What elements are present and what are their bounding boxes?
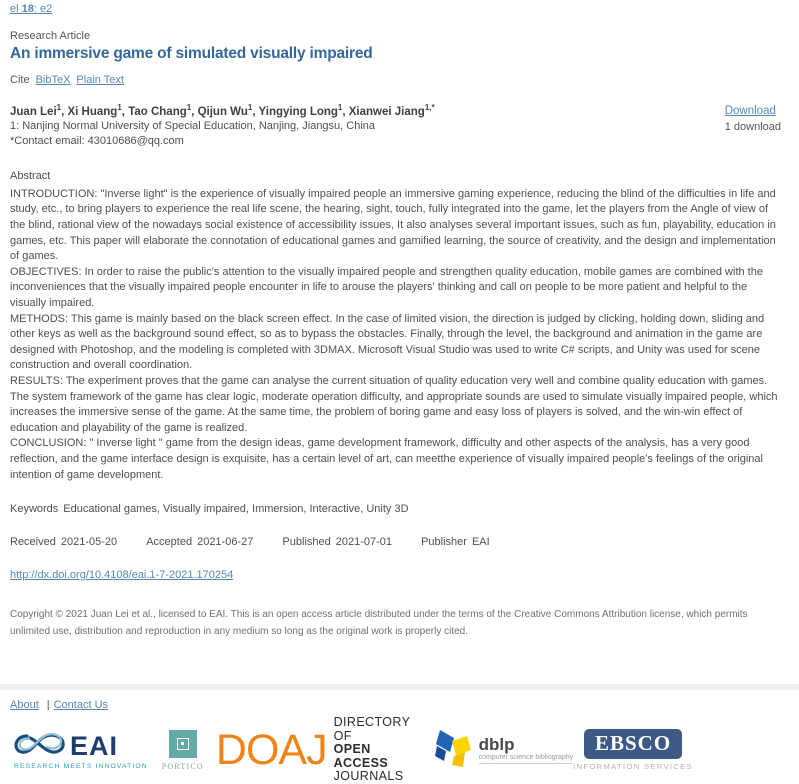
- doaj-line-3: JOURNALS: [333, 769, 404, 784]
- portico-wordmark: PORTICO: [161, 761, 204, 771]
- eai-wordmark: EAI: [70, 730, 119, 761]
- doi-row: [10, 569, 785, 581]
- publisher: [421, 536, 490, 548]
- affiliation: 1: Nanjing Normal University of Special Education, Nanjing, Jiangsu, China: [10, 119, 376, 132]
- doaj-wordmark: DOAJ: [215, 726, 327, 775]
- eai-tagline: RESEARCH MEETS INNOVATION: [14, 763, 148, 771]
- eai-logo-top: [14, 730, 148, 761]
- dates-row: [10, 536, 785, 548]
- abstract-section-introduction: INTRODUCTION: "Inverse light" is the experience of visually impaired people an immersive gaming experience, reducing the blind of the difficulties in life and study, etc., to bring players to experience the real life scene, the hearing, sight, touch, fully integrated into the game, let the players from the Angle of view of the blind, rational view of the nowadays social existence of accessibility issues, It also analyses several important issues, such as fun, playability, education in games, etc. This paper will elaborate the connotation of educational games and gamified learning, the source of creativity, and the design and implementation of games.: [10, 187, 776, 263]
- doaj-logo[interactable]: [216, 716, 415, 784]
- accepted-value: 2021-06-27: [197, 536, 254, 549]
- dblp-icon: [435, 729, 473, 772]
- abstract-heading: Abstract: [10, 169, 51, 182]
- portico-icon: [169, 730, 197, 758]
- keywords-row: [10, 503, 785, 515]
- footer-links-separator: |: [46, 699, 50, 712]
- download-box: [725, 105, 781, 133]
- abstract-block: [10, 170, 785, 483]
- doaj-line-2: OPEN ACCESS: [333, 742, 389, 770]
- cite-row: [10, 74, 785, 86]
- received-value: 2021-05-20: [60, 536, 118, 549]
- eai-logo[interactable]: [14, 730, 148, 770]
- partner-logo-strip: [10, 715, 789, 784]
- article-type-label: Research Article: [10, 30, 91, 42]
- abstract-sections: [10, 187, 785, 483]
- accepted-date: [146, 536, 253, 548]
- ebsco-icon: [584, 729, 682, 759]
- cite-label: Cite: [10, 74, 30, 86]
- published-label: Published: [282, 536, 331, 549]
- about-link[interactable]: About: [10, 699, 39, 712]
- page-title: An immersive game of simulated visually impaired: [10, 45, 373, 62]
- journal-issue-link[interactable]: [10, 3, 52, 15]
- footer: [0, 690, 799, 784]
- contact-us-link[interactable]: Contact Us: [53, 699, 109, 712]
- doaj-line-1: DIRECTORY OF: [333, 715, 411, 743]
- publisher-value: EAI: [471, 536, 490, 549]
- cite-plaintext-link[interactable]: Plain Text: [76, 74, 124, 86]
- cite-bibtex-link[interactable]: BibTeX: [35, 74, 71, 86]
- ebsco-logo[interactable]: [573, 729, 693, 771]
- eai-infinity-icon: [14, 730, 66, 761]
- download-count: 1 download: [724, 121, 781, 133]
- ebsco-tagline: INFORMATION SERVICES: [573, 762, 693, 772]
- dblp-wordmark: dblp: [478, 734, 515, 754]
- accepted-label: Accepted: [146, 536, 193, 549]
- portico-logo[interactable]: [162, 730, 204, 771]
- dblp-text: [478, 734, 574, 764]
- doaj-text-lines: [334, 716, 415, 784]
- received-date: [10, 536, 117, 548]
- abstract-section-conclusion: CONCLUSION: " Inverse light " game from the design ideas, game development framework, difficulty and other aspects of the analysis, has a very good reflection, and the game interface design is exquisite, has a certain level of art, can meetthe experience of visually impaired people's feelings of the original intention of game development.: [10, 437, 763, 481]
- dblp-logo[interactable]: [435, 729, 574, 772]
- journal-ref-prefix: el: [10, 3, 22, 15]
- received-label: Received: [10, 536, 56, 549]
- ebsco-wordmark: EBSCO: [594, 731, 672, 756]
- contact-email: *Contact email: 43010686@qq.com: [10, 134, 184, 147]
- publisher-label: Publisher: [421, 536, 467, 549]
- keywords-text: Educational games, Visually impaired, Immersion, Interactive, Unity 3D: [63, 503, 409, 516]
- abstract-section-objectives: OBJECTIVES: In order to raise the public's attention to the visually impaired people and strengthen quality education, mobile games are combined with the inconveniences that the visually impaired people encounter in life to arouse the players' thinking and call on people to be more patient and helpful to the visually impaired.: [10, 265, 763, 309]
- footer-links: [10, 699, 789, 711]
- journal-ref-suffix: : e2: [33, 3, 53, 15]
- download-link[interactable]: Download: [724, 105, 776, 117]
- doi-link[interactable]: http://dx.doi.org/10.4108/eai.1-7-2021.170254: [10, 569, 234, 582]
- authors-line: Juan Lei$^1$, Xi Huang$^1$, Tao Chang$^1$, Qijun Wu$^1$, Yingying Long$^1$, Xianwei Jiang$^{1,*}$: [10, 103, 435, 118]
- published-date: [282, 536, 392, 548]
- copyright-notice: Copyright © 2021 Juan Lei et al., licensed to EAI. This is an open access article distributed under the terms of the Creative Commons Attribution license, which permits unlimited use, distribution and reproduction in any medium so long as the original work is properly cited.: [10, 609, 748, 638]
- abstract-section-methods: METHODS: This game is mainly based on the black screen effect. In the case of limited vision, the direction is judged by clicking, holding down, sliding and other keys as well as the background sound effect, so as to bypass the obstacles. Finally, through the level, the background and animation in the game are designed with Photoshop, and the modeling is completed with 3DMAX. Microsoft Visual Studio was used to write C# scripts, and Unity was used for scene construction and overall coordination.: [10, 312, 765, 372]
- author-block: [10, 103, 785, 148]
- dblp-tagline: computer science bibliography: [479, 754, 574, 764]
- published-value: 2021-07-01: [335, 536, 393, 549]
- journal-ref-volume: 18: [21, 3, 34, 15]
- keywords-label: Keywords: [10, 503, 59, 516]
- abstract-section-results: RESULTS: The experiment proves that the game can analyse the current situation of quality education very well and combine quality education with games. The system framework of the game has clear logic, moderate operation difficulty, and appropriate sounds are used to simulate visually impaired people, which increases the immersive sense of the game. At the same time, the problem of boring game and easy loss of players is solved, and the win-win effect of education and playability of the game is realized.: [10, 374, 778, 434]
